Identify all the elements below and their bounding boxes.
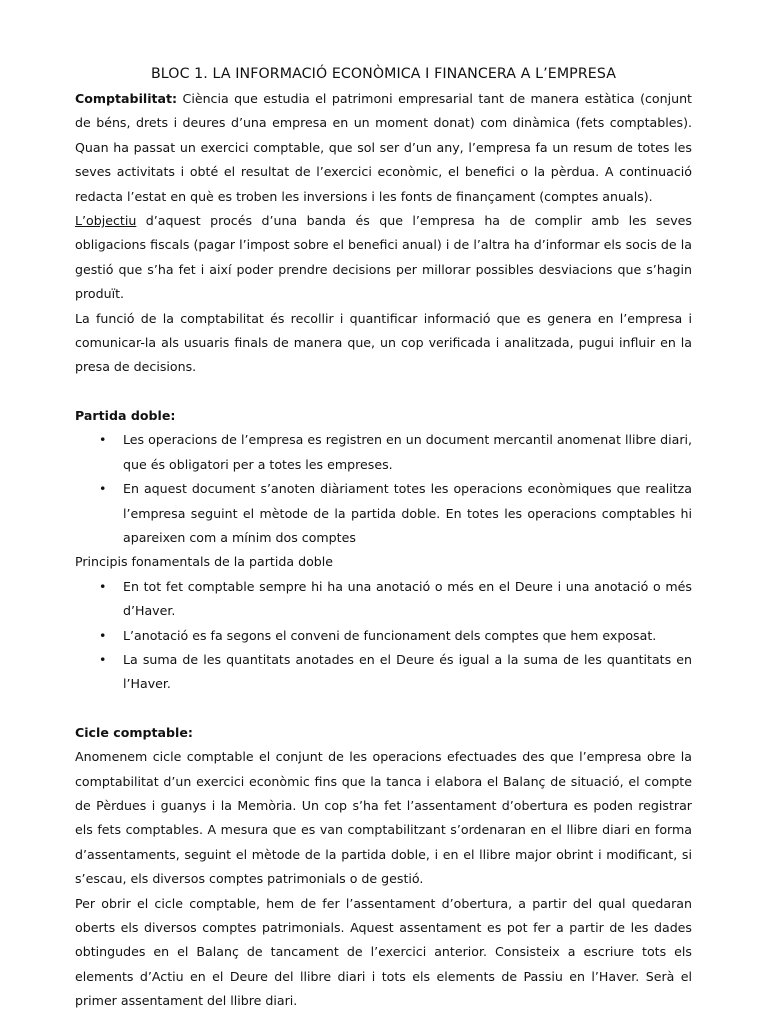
partida-heading: Partida doble: xyxy=(75,407,176,423)
objectiu-label: L’objectiu xyxy=(75,213,137,229)
list-item xyxy=(75,648,692,697)
list-item-text: La suma de les quantitats anotades en el Deure és igual a la suma de les quantitats en l’Haver. xyxy=(123,651,692,692)
bullet-icon: • xyxy=(99,627,107,643)
comptabilitat-definition: Ciència que estudia el patrimoni empresarial tant de manera estàtica (conjunt de béns, drets i deures d’una empresa en un moment donat) com dinàmica (fets comptables). Quan ha passat un exercici comptable, que sol ser d’un any, l’empresa fa un resum de totes les seves activitats i obté el resultat de l’exercici econòmic, el benefici o la pèrdua. A continuació redacta l’estat en què es troben les inversions i les fonts de finançament (comptes anuals). xyxy=(75,91,692,204)
section-gap xyxy=(75,380,692,404)
bullet-icon: • xyxy=(99,432,107,448)
list-item xyxy=(75,428,692,477)
cicle-paragraph-2: Per obrir el cicle comptable, hem de fer l’assentament d’obertura, a partir del qual quedaran oberts els diversos comptes patrimonials. Aquest assentament es pot fer a partir de les dades obtingudes en el Balanç de tancament de l’exercici anterior. Consisteix a escriure tots els elements d’Actiu en el Deure del llibre diari i tots els elements de Passiu en l’Haver. Serà el primer assentament del llibre diari. xyxy=(75,895,692,1009)
list-item xyxy=(75,575,692,624)
bullet-icon: • xyxy=(99,578,107,594)
funcio-paragraph: La funció de la comptabilitat és recollir i quantificar informació que es genera en l’empresa i comunicar-la als usuaris finals de manera que, un cop verificada i analitzada, pugui influir en la presa de decisions. xyxy=(75,310,692,375)
document-page xyxy=(75,64,692,1014)
list-item-text: En tot fet comptable sempre hi ha una anotació o més en el Deure i una anotació o més d’Haver. xyxy=(123,578,692,619)
list-item-text: L’anotació es fa segons el conveni de funcionament dels comptes que hem exposat. xyxy=(123,627,657,643)
cicle-paragraph-1: Anomenem cicle comptable el conjunt de les operacions efectuades des que l’empresa obre la comptabilitat d’un exercici econòmic fins que la tanca i elabora el Balanç de situació, el compte de Pèrdues i guanys i la Memòria. Un cop s’ha fet l’assentament d’obertura es poden registrar els fets comptables. A mesura que es van comptabilitzant s’ordenaran en el llibre diari en forma d’assentaments, seguint el mètode de la partida doble, i en el llibre major obrint i modificant, si s’escau, els diversos comptes patrimonials o de gestió. xyxy=(75,749,692,887)
principis-bullet-list xyxy=(75,575,692,697)
page-title: BLOC 1. LA INFORMACIÓ ECONÒMICA I FINANCERA A L’EMPRESA xyxy=(150,66,617,82)
section-gap xyxy=(75,697,692,721)
principis-label: Principis fonamentals de la partida doble xyxy=(75,554,334,570)
list-item xyxy=(75,624,692,648)
bullet-icon: • xyxy=(99,651,107,667)
partida-bullet-list xyxy=(75,428,692,550)
list-item-text: Les operacions de l’empresa es registren en un document mercantil anomenat llibre diari, que és obligatori per a totes les empreses. xyxy=(123,432,692,472)
objectiu-text: d’aquest procés d’una banda és que l’empresa ha de complir amb les seves obligacions fiscals (pagar l’impost sobre el benefici anual) i de l’altra ha d’informar els socis de la gestió que s’ha fet i així poder prendre decisions per millorar possibles desviacions que s’hagin produït. xyxy=(75,213,692,302)
cicle-heading: Cicle comptable: xyxy=(75,724,193,740)
list-item xyxy=(75,477,692,550)
comptabilitat-term: Comptabilitat: xyxy=(75,91,178,106)
list-item-text: En aquest document s’anoten diàriament totes les operacions econòmiques que realitza l’empresa seguint el mètode de la partida doble. En totes les operacions comptables hi apareixen com a mínim dos comptes xyxy=(123,481,692,545)
comptabilitat-paragraph xyxy=(75,87,692,209)
bullet-icon: • xyxy=(99,481,107,497)
objectiu-paragraph xyxy=(75,209,692,307)
